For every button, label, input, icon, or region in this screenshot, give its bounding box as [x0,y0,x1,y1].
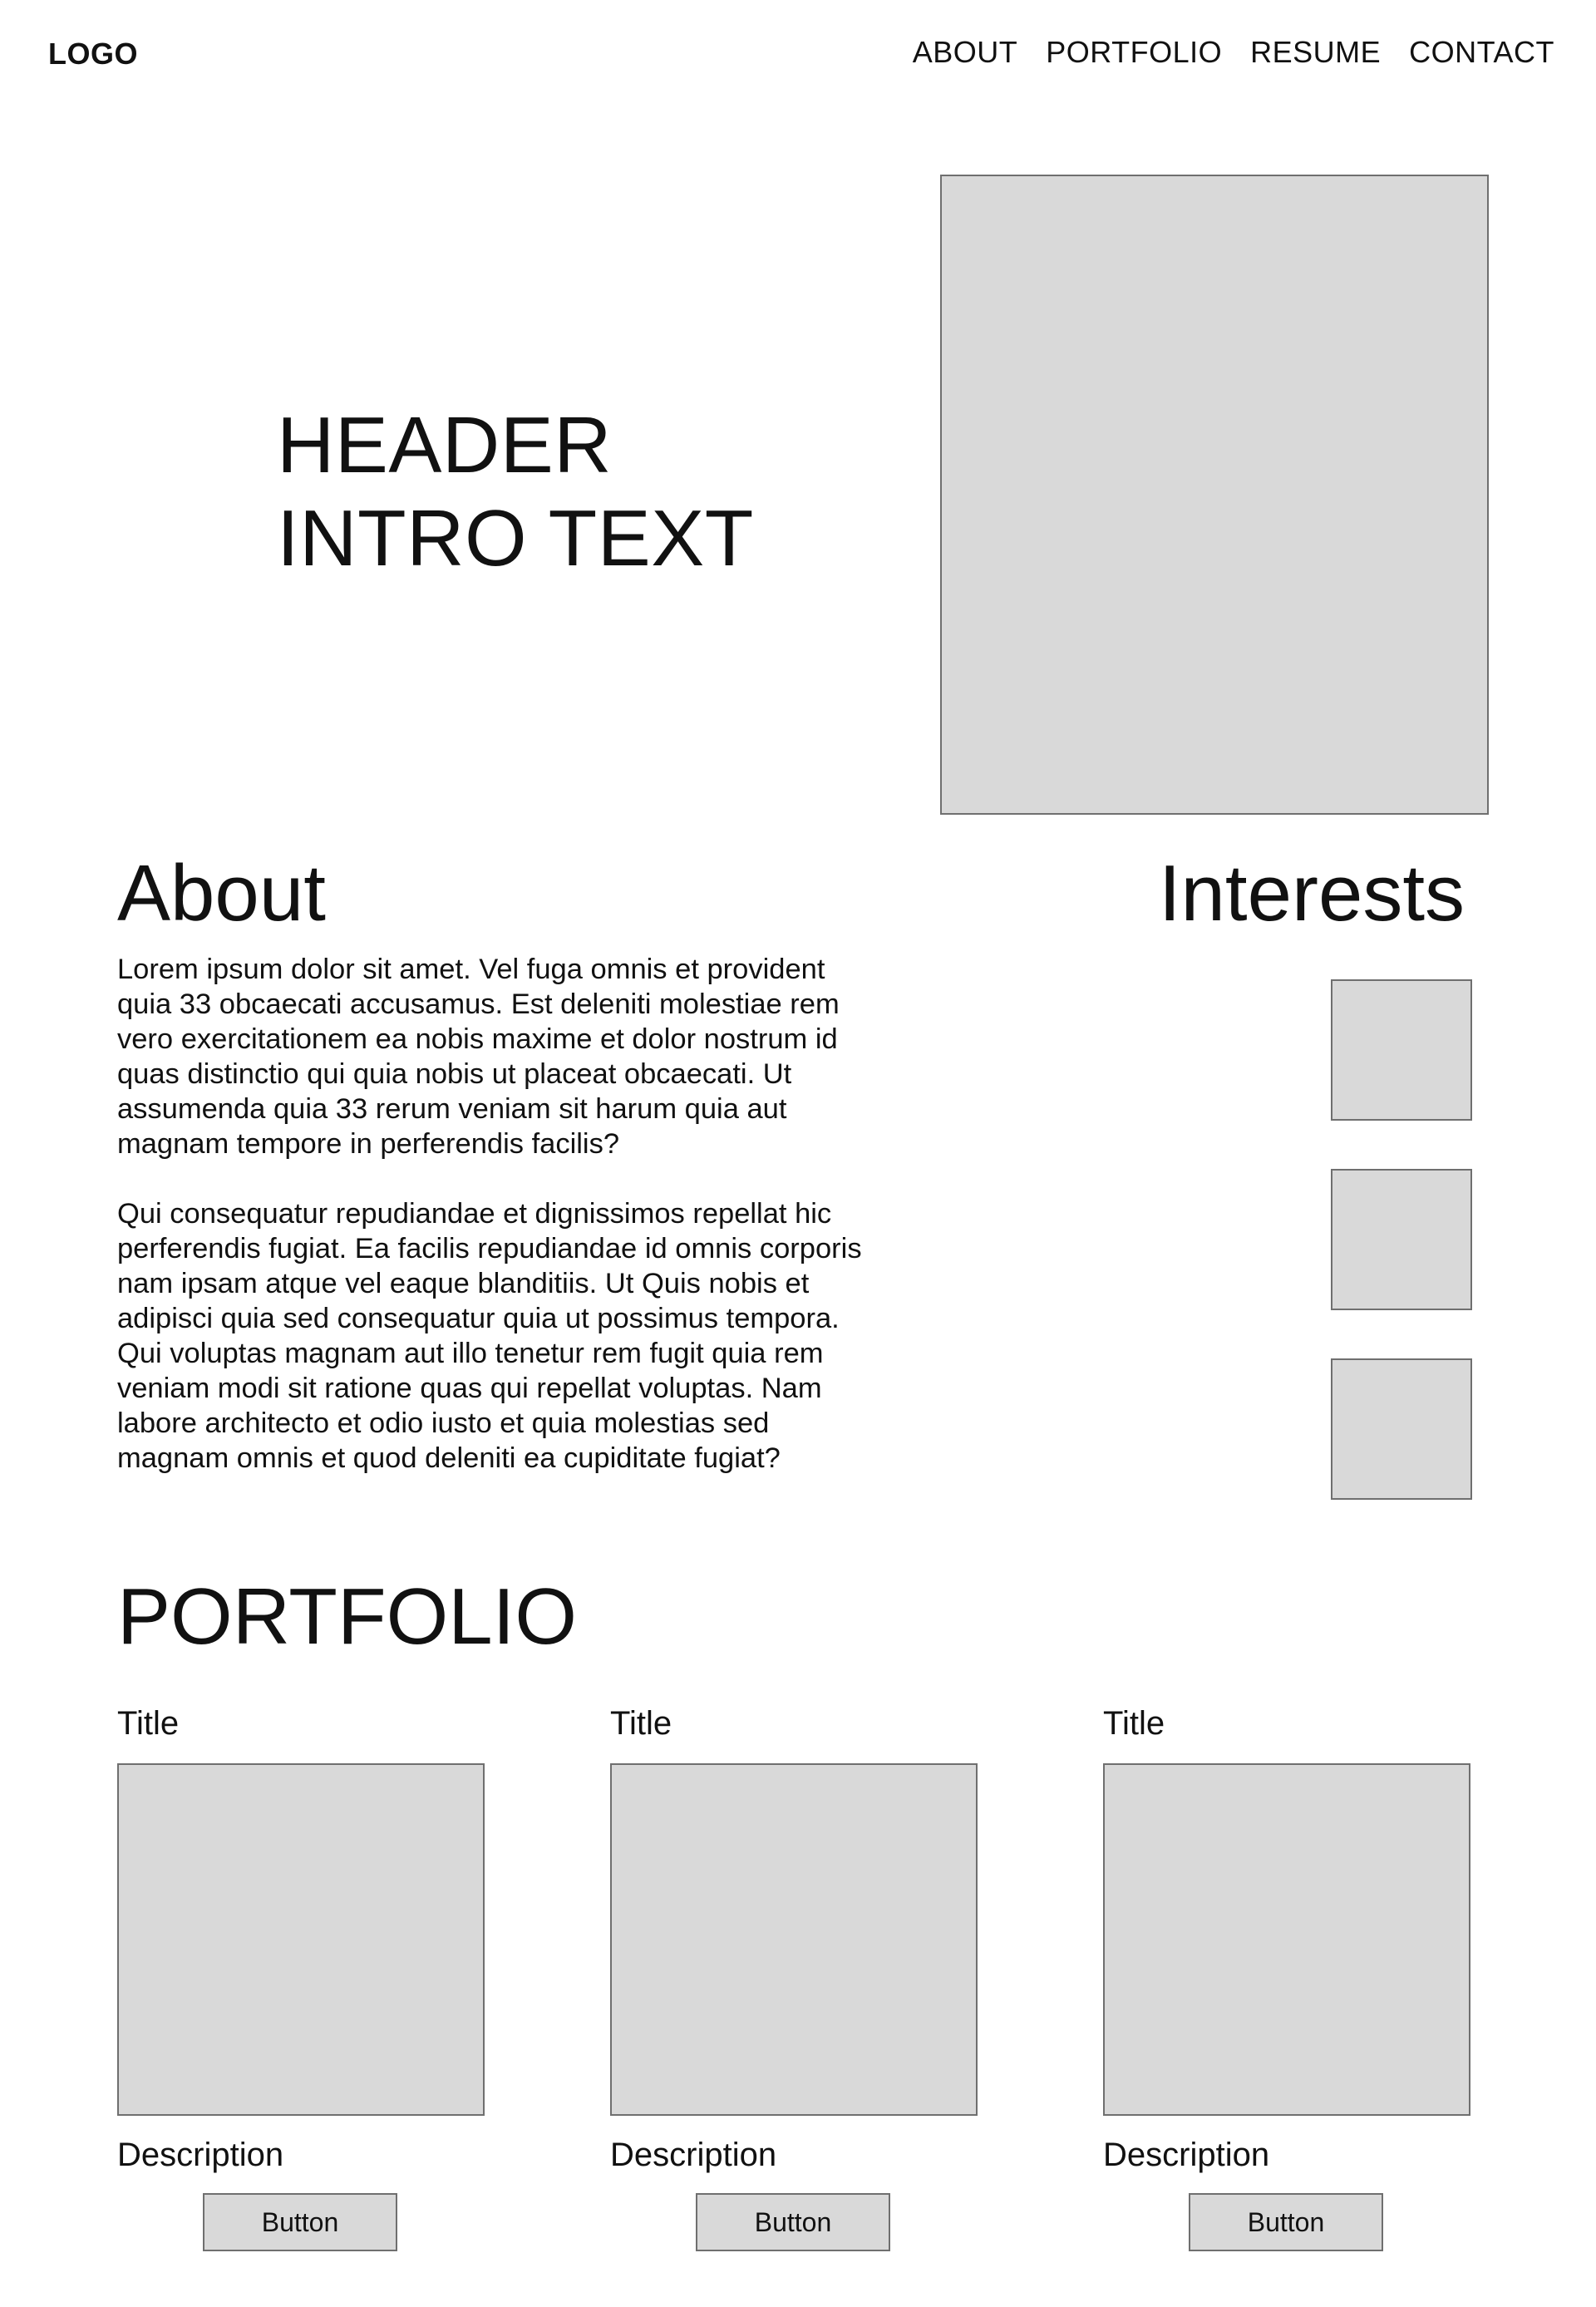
portfolio-card-image-placeholder [117,1763,485,2116]
logo[interactable]: LOGO [48,37,138,71]
nav-link-contact[interactable]: CONTACT [1409,35,1554,69]
portfolio-card-description: Description [1103,2137,1270,2173]
portfolio-card-title: Title [610,1705,672,1742]
about-paragraph-1: Lorem ipsum dolor sit amet. Vel fuga omnis et provident quia 33 obcaecati accusamus. Est deleniti molestiae rem vero exercitationem ea nobis maxime et dolor nostrum id quas distinctio qui quia nobis ut placeat obcaecati. Ut assumenda quia 33 rerum veniam sit harum quia aut magnam tempore in perferendis facilis? [117,954,840,1160]
main-nav [913,35,1554,70]
portfolio-card-title: Title [1103,1705,1165,1742]
hero-title [277,399,754,585]
portfolio-card-button[interactable]: Button [203,2193,397,2251]
about-paragraph-3: Qui voluptas magnam aut illo tenetur rem fugit quia rem veniam modi sit ratione quas qui repellat voluptas. Nam labore architecto et odio iusto et quia molestias sed magnam omnis et quod deleniti ea cupiditate fugiat? [117,1338,824,1474]
hero-title-line-2: INTRO TEXT [277,494,754,583]
nav-link-portfolio[interactable]: PORTFOLIO [1046,35,1223,69]
portfolio-card-title: Title [117,1705,180,1742]
interest-image-placeholder [1331,979,1472,1121]
portfolio-card-image-placeholder [610,1763,978,2116]
hero-image-placeholder [940,175,1489,815]
portfolio-card-button[interactable]: Button [696,2193,890,2251]
interest-image-placeholder [1331,1358,1472,1500]
interests-heading: Interests [1158,849,1465,938]
portfolio-card-description: Description [610,2137,777,2173]
nav-link-resume[interactable]: RESUME [1250,35,1382,69]
portfolio-heading: PORTFOLIO [117,1572,577,1661]
portfolio-card-image-placeholder [1103,1763,1470,2116]
portfolio-card-description: Description [117,2137,284,2173]
hero-title-line-1: HEADER [277,401,613,490]
about-heading: About [117,849,326,938]
about-paragraph-2: Qui consequatur repudiandae et dignissimos repellat hic perferendis fugiat. Ea facilis repudiandae id omnis corporis nam ipsam atque vel eaque blanditiis. Ut Quis nobis et adipisci quia sed consequatur quia ut possimus tempora. [117,1198,862,1334]
about-body [117,952,882,1476]
portfolio-card-button[interactable]: Button [1189,2193,1383,2251]
nav-link-about[interactable]: ABOUT [912,35,1018,69]
interest-image-placeholder [1331,1169,1472,1310]
